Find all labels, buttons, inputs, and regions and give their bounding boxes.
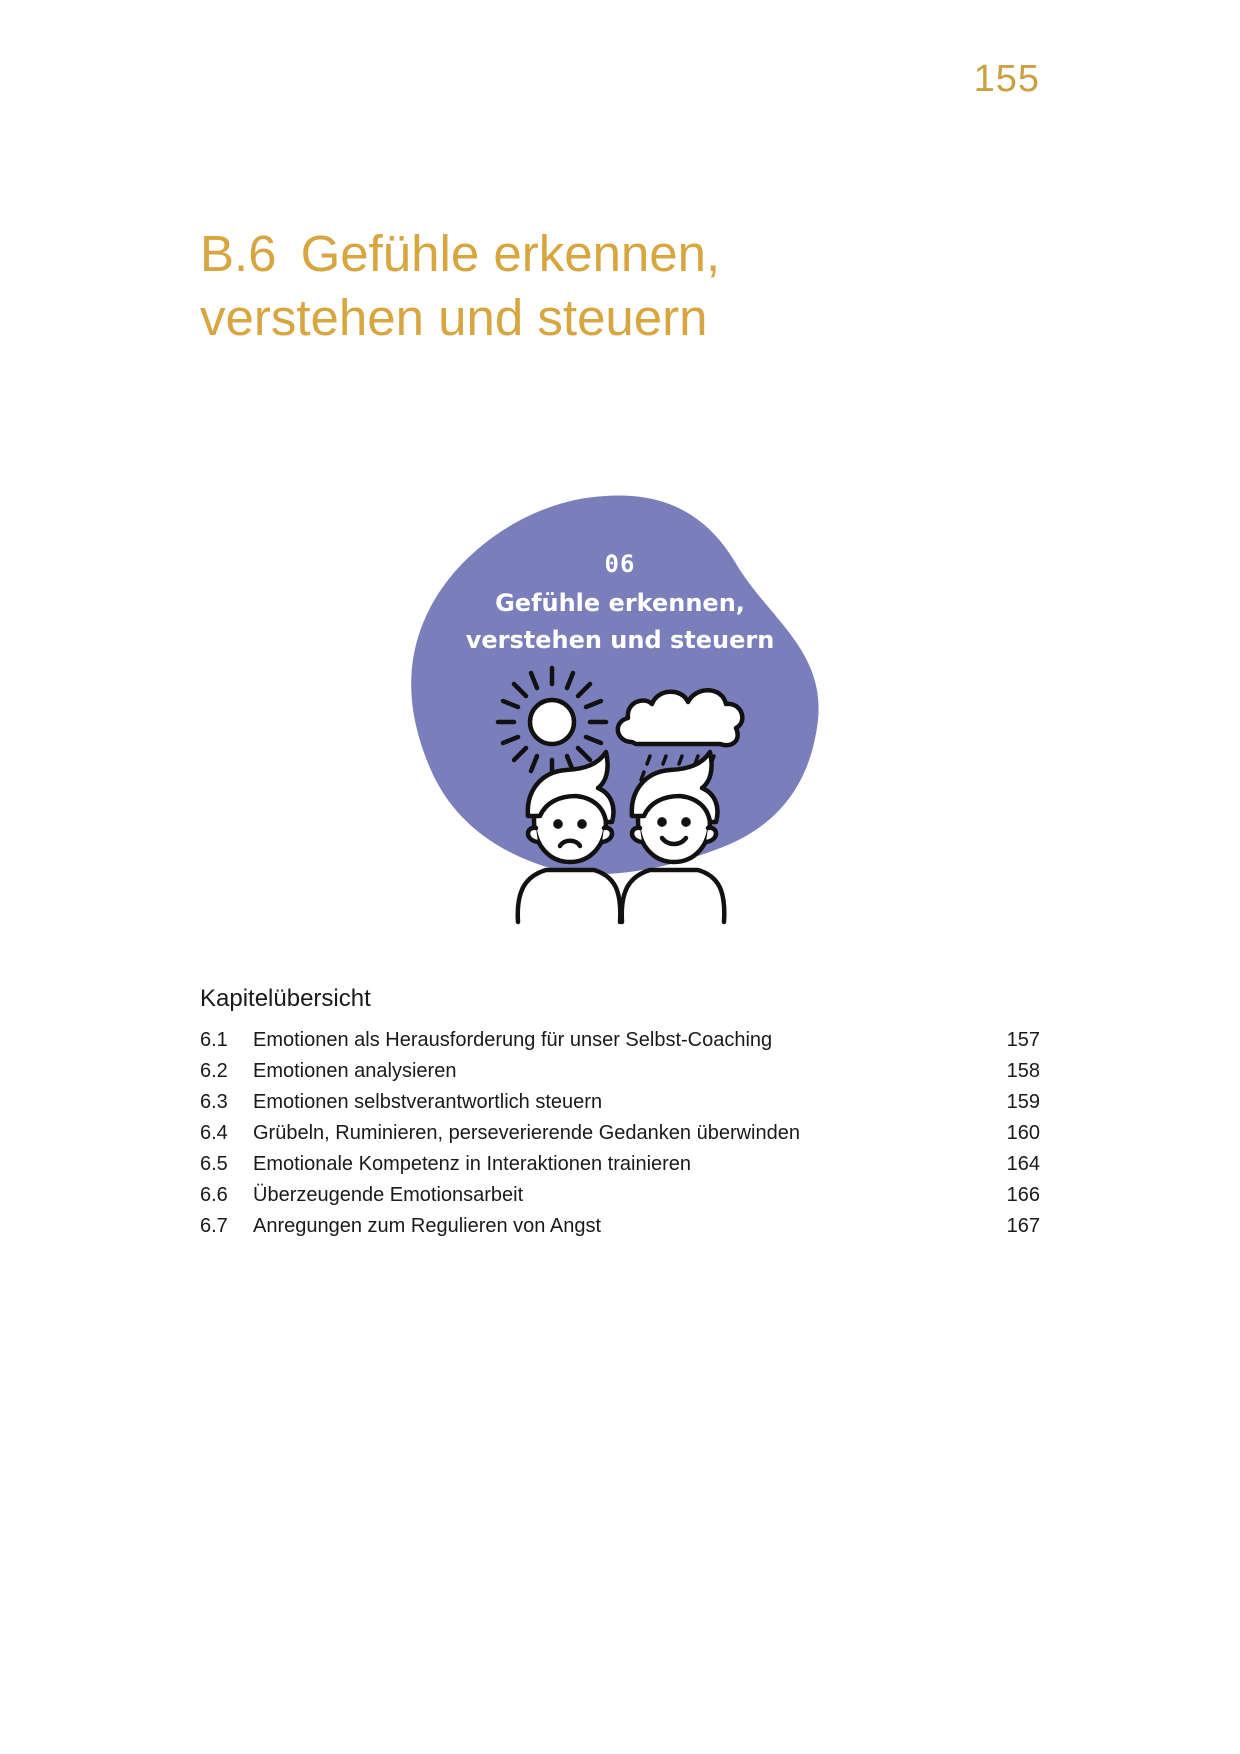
emblem-chapter-number: 06: [604, 550, 636, 578]
toc-entry[interactable]: [200, 1025, 1040, 1056]
toc-entry-number: 6.6: [200, 1184, 228, 1206]
toc-entry-page: 159: [1006, 1091, 1040, 1113]
toc-entry-label: Emotionen analysieren: [253, 1060, 457, 1082]
toc-entry-number: 6.4: [200, 1122, 228, 1144]
toc-entry[interactable]: [200, 1149, 1040, 1180]
toc-heading: Kapitelübersicht: [200, 985, 371, 1012]
emblem-title-line-1: Gefühle erkennen,: [495, 589, 745, 617]
page-number: 155: [973, 58, 1040, 100]
toc-entry[interactable]: [200, 1087, 1040, 1118]
toc-entry[interactable]: [200, 1056, 1040, 1087]
emblem-title: [400, 585, 840, 659]
toc-entry-label: Grübeln, Ruminieren, perseverierende Gedanken überwinden: [253, 1122, 800, 1144]
toc-entry[interactable]: [200, 1180, 1040, 1211]
chapter-title-line-2: verstehen und steuern: [200, 289, 708, 346]
toc-entry-label: Emotionen selbstverantwortlich steuern: [253, 1091, 603, 1113]
toc-entry-page: 160: [1006, 1122, 1040, 1144]
toc-entry-label: Überzeugende Emotionsarbeit: [253, 1184, 524, 1206]
toc-entry-label: Emotionale Kompetenz in Interaktionen trainieren: [253, 1153, 692, 1175]
toc-entry[interactable]: [200, 1211, 1040, 1242]
toc-entry-number: 6.5: [200, 1153, 228, 1175]
toc-entry-label: Anregungen zum Regulieren von Angst: [253, 1215, 602, 1237]
toc-entry[interactable]: [200, 1118, 1040, 1149]
chapter-emblem: [400, 490, 840, 930]
toc-entry-page: 166: [1006, 1184, 1040, 1206]
table-of-contents: [200, 985, 1040, 1242]
chapter-code: B.6: [200, 225, 277, 282]
chapter-title-line-1: Gefühle erkennen,: [300, 225, 721, 282]
toc-entry-number: 6.7: [200, 1215, 228, 1237]
toc-entry-page: 167: [1006, 1215, 1040, 1237]
chapter-title: [200, 222, 1040, 350]
toc-entry-page: 157: [1006, 1029, 1040, 1051]
toc-entry-page: 158: [1006, 1060, 1040, 1082]
toc-entry-number: 6.2: [200, 1060, 228, 1082]
toc-entry-number: 6.3: [200, 1091, 228, 1113]
toc-entry-number: 6.1: [200, 1029, 228, 1051]
emblem-title-line-2: verstehen und steuern: [465, 626, 775, 654]
sun-icon: [498, 668, 606, 776]
toc-entry-page: 164: [1006, 1153, 1040, 1175]
toc-entry-label: Emotionen als Herausforderung für unser Selbst-Coaching: [253, 1029, 773, 1051]
